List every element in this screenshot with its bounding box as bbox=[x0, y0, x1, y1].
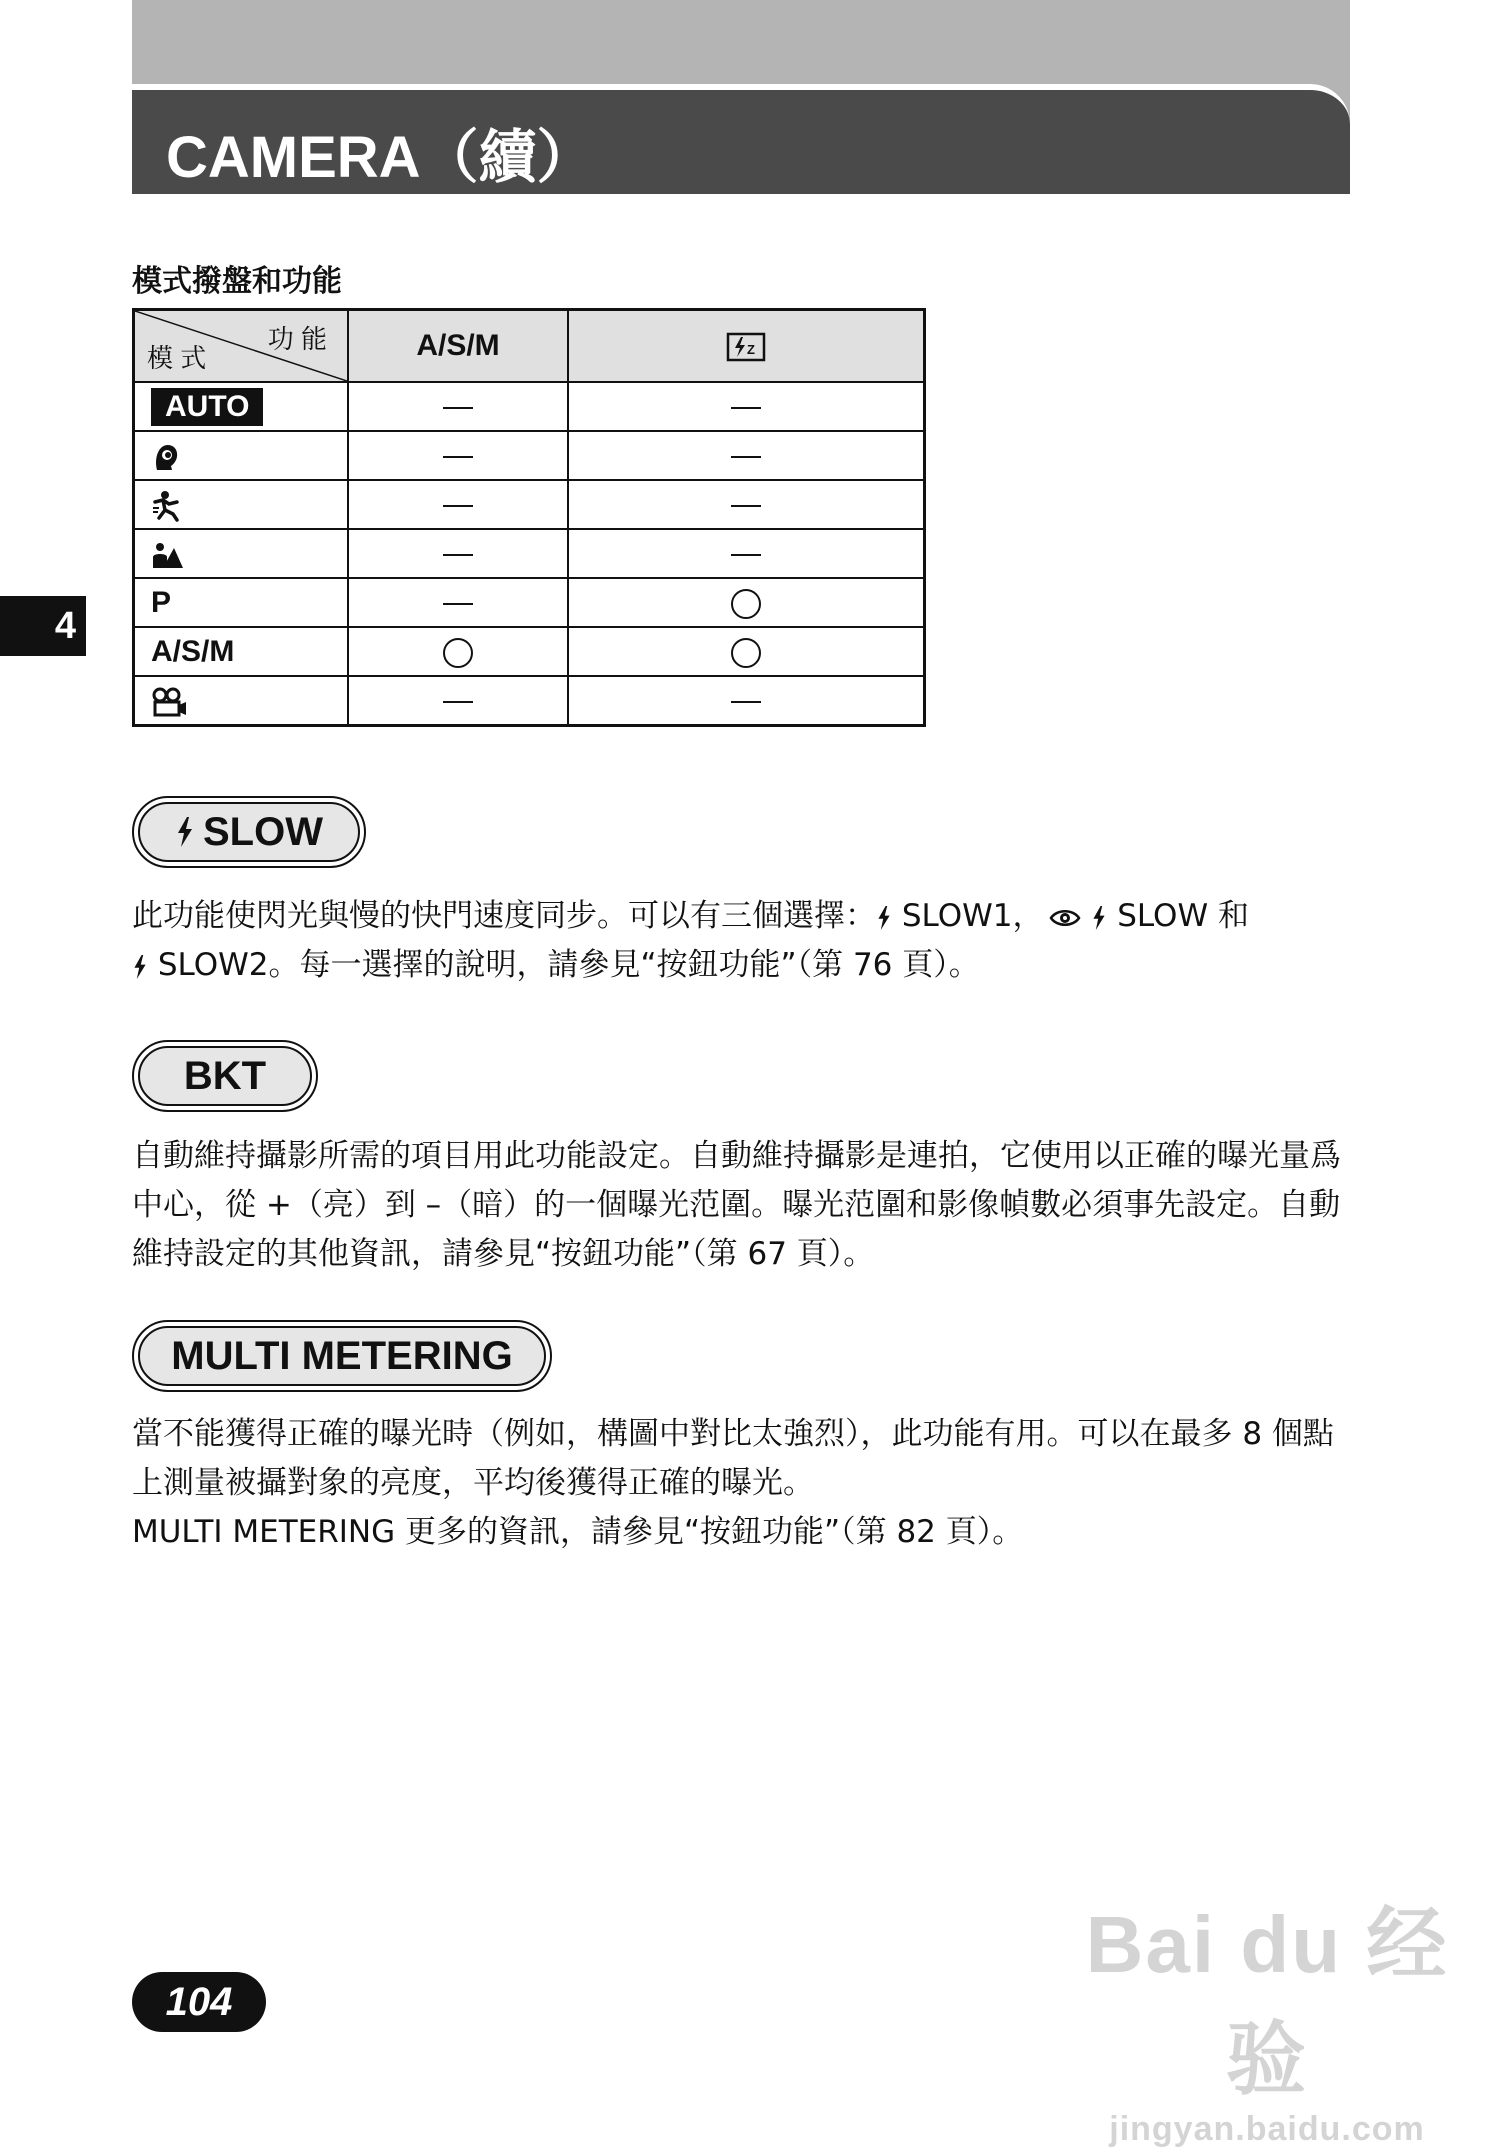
slow-section-label: SLOW bbox=[203, 809, 323, 854]
circle-mark bbox=[731, 589, 761, 619]
mode-cell bbox=[134, 480, 349, 529]
dash-mark bbox=[731, 456, 761, 458]
table-row bbox=[134, 382, 925, 431]
table-cell bbox=[568, 480, 925, 529]
slow-option-1: SLOW1， bbox=[901, 898, 1044, 934]
dash-mark bbox=[443, 456, 473, 458]
bkt-section-label-box bbox=[138, 1046, 312, 1106]
table-cell bbox=[348, 529, 568, 578]
bkt-section-pill bbox=[132, 1040, 318, 1112]
multi-metering-description bbox=[132, 1410, 1350, 1557]
column-header-flash-slow bbox=[568, 310, 925, 383]
multi-metering-text-2: MULTI METERING 更多的資訊，請參見“按鈕功能”（第 82 頁）。 bbox=[132, 1514, 1024, 1550]
multi-metering-section-label: MULTI METERING bbox=[171, 1333, 513, 1378]
movie-icon bbox=[151, 687, 189, 717]
mode-cell bbox=[134, 529, 349, 578]
table-cell bbox=[568, 676, 925, 726]
watermark-line-2: jingyan.baidu.com bbox=[1109, 2110, 1425, 2148]
table-cell bbox=[348, 578, 568, 627]
table-cell bbox=[568, 431, 925, 480]
mode-cell bbox=[134, 431, 349, 480]
table-cell bbox=[348, 431, 568, 480]
dash-mark bbox=[731, 701, 761, 703]
table-cell bbox=[348, 676, 568, 726]
landscape-portrait-icon bbox=[151, 540, 185, 570]
title-band bbox=[132, 84, 1350, 194]
dash-mark bbox=[443, 701, 473, 703]
slow-description bbox=[132, 892, 1350, 990]
mode-cell bbox=[134, 676, 349, 726]
table-row bbox=[134, 431, 925, 480]
flash-icon bbox=[876, 905, 892, 931]
table-cell bbox=[568, 529, 925, 578]
dash-mark bbox=[731, 554, 761, 556]
corner-function-label: 功 能 bbox=[267, 324, 327, 354]
baidu-watermark bbox=[1046, 1880, 1488, 2149]
table-row bbox=[134, 676, 925, 726]
multi-metering-label-box bbox=[138, 1326, 546, 1386]
page-title: CAMERA（續） bbox=[166, 125, 595, 190]
column-header-asm: A/S/M bbox=[348, 310, 568, 383]
circle-mark bbox=[443, 638, 473, 668]
dash-mark bbox=[731, 407, 761, 409]
page-number: 104 bbox=[132, 1972, 266, 2032]
table-cell bbox=[568, 627, 925, 676]
multi-metering-text-1: 當不能獲得正確的曝光時（例如，構圖中對比太強烈），此功能有用。可以在最多 8 個點上測量被攝對象的亮度，平均後獲得正確的曝光。 bbox=[132, 1416, 1334, 1501]
table-cell bbox=[568, 382, 925, 431]
mode-function-table bbox=[132, 308, 926, 727]
mode-cell: A/S/M bbox=[134, 627, 349, 676]
flash-icon bbox=[175, 816, 195, 848]
table-row bbox=[134, 480, 925, 529]
table-row bbox=[134, 578, 925, 627]
table-row bbox=[134, 627, 925, 676]
dash-mark bbox=[443, 554, 473, 556]
multi-metering-section-pill bbox=[132, 1320, 552, 1392]
dash-mark bbox=[443, 407, 473, 409]
flash-icon bbox=[1091, 905, 1107, 931]
dash-mark bbox=[731, 505, 761, 507]
corner-header bbox=[134, 310, 349, 383]
slow-option-2: SLOW 和 bbox=[1117, 898, 1249, 934]
bkt-description: 自動維持攝影所需的項目用此功能設定。自動維持攝影是連拍，它使用以正確的曝光量爲中心，從 +（亮）到 –（暗）的一個曝光范圍。曝光范圍和影像幀數必須事先設定。自動維持設定的其他資訊，請參見“按鈕功能”（第 67 頁）。 bbox=[132, 1138, 1341, 1272]
red-eye-icon bbox=[1049, 907, 1081, 929]
slow-option-3: SLOW2。每一選擇的說明，請參見“按鈕功能”（第 76 頁）。 bbox=[157, 947, 980, 983]
bkt-section-label: BKT bbox=[183, 1053, 267, 1098]
table-caption: 模式撥盤和功能 bbox=[132, 264, 342, 299]
table-cell bbox=[348, 627, 568, 676]
corner-mode-label: 模 式 bbox=[147, 343, 207, 373]
mode-cell: P bbox=[134, 578, 349, 627]
table-cell bbox=[348, 480, 568, 529]
table-row bbox=[134, 529, 925, 578]
slow-text: 此功能使閃光與慢的快門速度同步。可以有三個選擇： bbox=[132, 898, 876, 934]
table-cell bbox=[568, 578, 925, 627]
slow-section-pill bbox=[132, 796, 366, 868]
table-header-row bbox=[134, 310, 925, 383]
circle-mark bbox=[731, 638, 761, 668]
slow-section-label-box bbox=[138, 802, 360, 862]
flash-slow-icon bbox=[726, 332, 766, 362]
svg-text:Z: Z bbox=[747, 342, 755, 358]
mode-cell bbox=[134, 382, 349, 431]
auto-badge: AUTO bbox=[151, 388, 263, 426]
portrait-icon bbox=[151, 442, 181, 472]
dash-mark bbox=[443, 603, 473, 605]
flash-icon bbox=[132, 954, 148, 980]
sports-icon bbox=[151, 490, 183, 522]
section-tab: 4 bbox=[0, 596, 86, 656]
dash-mark bbox=[443, 505, 473, 507]
watermark-line-1: Bai du 经验 bbox=[1085, 1900, 1449, 2104]
table-cell bbox=[348, 382, 568, 431]
